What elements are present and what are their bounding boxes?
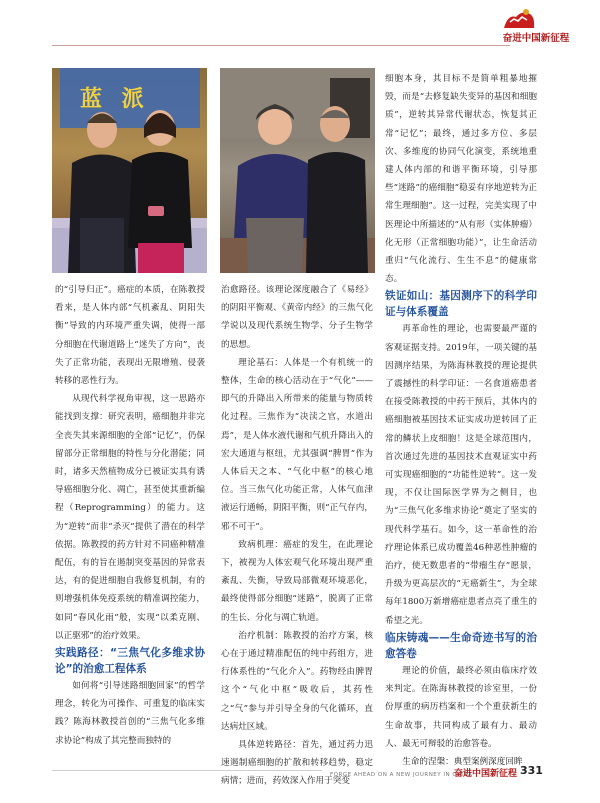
section-heading: 实践路径：“三焦气化多维求协论”的治愈工程体系 (55, 647, 205, 676)
paragraph: 具体逆转路径：首先，通过药力迅速遏制癌细胞的扩散和转移趋势，稳定病情；进而，药效深入作用于突变 (221, 740, 373, 787)
couple-illustration-2 (220, 68, 375, 273)
footer-brand: 奋进中国新征程 (454, 769, 518, 779)
section-heading: 铁证如山：基因测序下的科学印证与体系覆盖 (385, 290, 537, 319)
paragraph: 再革命性的理论，也需要最严谨的客观证据支持。2019年，一项关键的基因测序结果，为陈海林教授的理论提供了震撼性的科学印证：一名食道癌患者在接受陈教授的中药干预后，其体内的癌细胞被基因技术证实成功逆转回了正常的鳞状上皮细胞！这是全球范围内，首次通过先进的基因技术直观证实中药可实现癌细胞的“功能性逆转”。这一发现，不仅让国际医学界为之侧目，也为“三焦气化多维求协论”奠定了坚实的现代科学基石。如今，这一革命性的治疗理论体系已成功覆盖46种恶性肿瘤的治疗，使无数患者的“带瘤生存”愿景，升级为更高层次的“无癌新生”，为全球每年1800万新增癌症患者点亮了重生的希望之光。 (385, 324, 537, 626)
photo-couple-1 (52, 68, 207, 273)
paragraph: 从现代科学视角审视，这一思路亦能找到支撑：研究表明，癌细胞并非完全丧失其来源细胞的全部“记忆”，仍保留部分正常细胞的特性与分化潜能；同时，诸多天然植物成分已被证实具有诱导癌细胞分化、凋亡，甚至使其重新编程（Reprogramming）的能力。这为“逆转”而非“杀灭”提供了潜在的科学依据。陈教授的药方针对不同癌种精准配伍，有的旨在遏制突变基因的异常表达，有的促进细胞自我修复机制，有的则增强机体免疫系统的精准调控能力，如同“春风化雨”般，实现“以柔克刚、以正驱邪”的治疗效果。 (55, 394, 205, 641)
footer-tagline: FORGE AHEAD ON A NEW JOURNEY IN CHINA (330, 772, 473, 778)
paragraph: 治愈路径。该理论深度融合了《易经》的阴阳平衡观、《黄帝内经》的三焦气化学说以及现代系统生物学、分子生物学的思想。 (221, 285, 373, 350)
logo-text: 奋进中国新征程 (502, 33, 570, 44)
paragraph: 治疗机制：陈教授的治疗方案，核心在于通过精准配伍的纯中药组方，进行体系性的“气化介入”。药物经由脾胃这个“气化中枢”吸收后，其药性之“气”参与并引导全身的气化循环，直达病灶区域。 (221, 630, 373, 732)
text-column-1 (55, 281, 205, 750)
text-column-2 (221, 281, 373, 791)
paragraph: 理论的价值，最终必须由临床疗效来判定。在陈海林教授的诊室里，一份份厚重的病历档案和一个个重获新生的生命故事，共同构成了最有力、最动人、最无可辩驳的治愈答卷。 (385, 665, 537, 749)
paragraph: 生命的涅槃：典型案例深度回眸 (402, 756, 523, 767)
page-number: 331 (520, 764, 543, 777)
paragraph: 致病机理：癌症的发生，在此理论下，被视为人体宏观气化环境出现严重紊乱、失衡，导致局部微观环境恶化，最终使得部分细胞“迷路”，脱离了正常的生长、分化与凋亡轨道。 (221, 539, 373, 623)
photo-couple-2 (220, 68, 375, 273)
paragraph: 的“引导归正”。癌症的本质，在陈教授看来，是人体内部“气机紊乱、阴阳失衡”导致的内环境严重失调，使得一部分细胞在代谢道路上“迷失了方向”，丧失了正常功能，表现出无限增殖、侵袭转移的恶性行为。 (55, 285, 205, 387)
magazine-logo (486, 8, 586, 46)
paragraph: 如何将“引导迷路细胞回家”的哲学理念，转化为可操作、可重复的临床实践？陈海林教授首创的“三焦气化多维求协论”构成了其完整而独特的 (55, 681, 205, 746)
section-heading: 临床铸魂——生命奇迹书写的治愈答卷 (385, 631, 537, 660)
great-wall-logo-icon (502, 8, 536, 30)
footer-rule (52, 770, 322, 771)
paragraph: 理论基石：人体是一个有机统一的整体，生命的核心活动在于“气化”——即气的升降出入所带来的能量与物质转化过程。三焦作为“决渎之官，水道出焉”，是人体水液代谢和气机升降出入的宏大通道与枢纽，尤其强调“脾胃”作为人体后天之本、“气化中枢”的核心地位。当三焦气化功能正常，人体气血津液运行通畅，阴阳平衡，则“正气存内，邪不可干”。 (221, 357, 373, 532)
text-column-3 (385, 70, 537, 771)
couple-illustration (52, 68, 207, 273)
paragraph: 细胞本身，其目标不是简单粗暴地摧毁，而是“去修复缺失变异的基因和细胞质”，逆转其异常代谢状态，恢复其正常“记忆”；最终，通过多方位、多层次、多维度的协同气化演变，系统地重建人体内部的和谐平衡环境，引导那些“迷路”的癌细胞“稳妥有序地逆转为正常生理细胞”。这一过程，完美实现了中医理论中所描述的“从有形（实体肿瘤）化无形（正常细胞功能）”，让生命活动重归“气化流行、生生不息”的健康常态。 (385, 74, 537, 285)
banner-text: 蓝 派 (80, 87, 150, 112)
header-rule (52, 45, 510, 46)
